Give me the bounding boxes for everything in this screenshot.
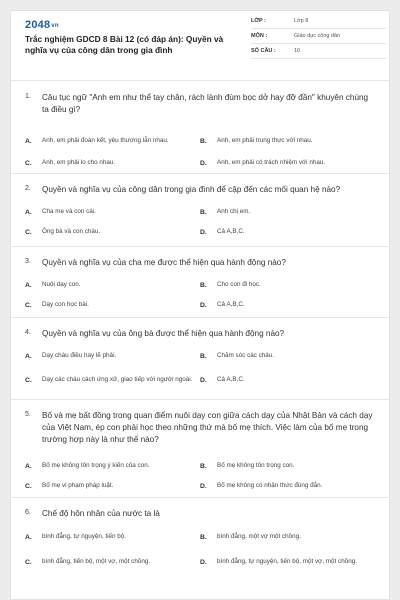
option-text: Anh, em phải trung thực với nhau. <box>217 137 313 144</box>
meta-value: Giáo dục công dân <box>294 33 341 39</box>
option-letter: C. <box>25 376 32 384</box>
question-5 <box>11 400 389 498</box>
option-b[interactable] <box>200 346 375 366</box>
question-text: Bố và mẹ bất đồng trong quan điểm nuôi dạy con giữa cách dạy của Nhật Bản và cách dạy của Việt Nam, ép con phải học theo những thứ mà bố mẹ thích. Việc làm của bố mẹ trong trường hợp này là như thế nào? <box>42 411 373 444</box>
option-letter: D. <box>200 159 207 167</box>
option-letter: C. <box>25 482 32 490</box>
option-d[interactable] <box>200 548 375 576</box>
option-text: Anh chị em. <box>217 208 251 215</box>
option-b[interactable] <box>200 275 375 295</box>
option-letter: D. <box>200 558 207 566</box>
question-number: 4. <box>25 329 31 336</box>
option-a[interactable] <box>25 130 200 152</box>
meta-table <box>251 14 386 59</box>
option-letter: D. <box>200 482 207 490</box>
option-text: Cả A,B,C. <box>217 228 245 235</box>
option-letter: D. <box>200 301 207 309</box>
question-number: 3. <box>25 258 31 265</box>
option-a[interactable] <box>25 202 200 222</box>
option-c[interactable] <box>25 152 200 174</box>
option-letter: B. <box>200 208 207 216</box>
page <box>10 10 390 600</box>
option-letter: B. <box>200 533 207 541</box>
option-a[interactable] <box>25 526 200 548</box>
option-text: Dạy các cháu cách ứng xử, giao tiếp với người ngoài. <box>42 376 193 383</box>
site-logo[interactable] <box>25 19 59 31</box>
option-text: Bố mẹ vi phạm pháp luật. <box>42 482 114 489</box>
option-text: Cha mẹ và con cái. <box>42 208 96 215</box>
question-text: Quyền và nghĩa vụ của cha mẹ được thể hiện qua hành động nào? <box>42 258 286 267</box>
meta-label: SỐ CÂU : <box>251 48 276 54</box>
question-4 <box>11 318 389 400</box>
question-text: Chế độ hôn nhân của nước ta là <box>42 509 160 518</box>
question-1 <box>11 81 389 174</box>
option-b[interactable] <box>200 202 375 222</box>
document-title: Trắc nghiệm GDCD 8 Bài 12 (có đáp án): Quyền và nghĩa vụ của công dân trong gia đình <box>25 34 224 55</box>
option-letter: B. <box>200 352 207 360</box>
option-a[interactable] <box>25 346 200 366</box>
option-letter: A. <box>25 137 32 145</box>
option-c[interactable] <box>25 476 200 496</box>
option-text: Bố mẹ không có nhận thức đúng đắn. <box>217 482 323 489</box>
option-d[interactable] <box>200 476 375 496</box>
option-d[interactable] <box>200 295 375 315</box>
option-b[interactable] <box>200 456 375 476</box>
question-6 <box>11 498 389 598</box>
option-letter: B. <box>200 462 207 470</box>
option-letter: C. <box>25 228 32 236</box>
option-c[interactable] <box>25 295 200 315</box>
option-text: Anh, em phải có trách nhiệm với nhau. <box>217 159 326 166</box>
option-letter: C. <box>25 301 32 309</box>
option-letter: D. <box>200 228 207 236</box>
option-text: Anh, em phải đoàn kết, yêu thương lẫn nhau. <box>42 137 169 144</box>
meta-row-subject <box>251 29 386 44</box>
question-text: Câu tục ngữ "Anh em như thể tay chân, rách lành đùm bọc dở hay đỡ đần" khuyên chúng ta điều gì? <box>42 93 369 114</box>
option-letter: C. <box>25 558 32 566</box>
option-d[interactable] <box>200 152 375 174</box>
logo-text: 2048 <box>25 19 51 31</box>
header <box>11 11 389 81</box>
option-b[interactable] <box>200 526 375 548</box>
option-text: Anh, em phải lo cho nhau. <box>42 159 116 166</box>
question-number: 2. <box>25 185 31 192</box>
option-letter: A. <box>25 208 32 216</box>
option-text: bình đẳng, tiến bộ, một vợ, một chồng. <box>42 558 151 565</box>
question-3 <box>11 247 389 318</box>
meta-label: LỚP : <box>251 18 266 24</box>
option-c[interactable] <box>25 548 200 576</box>
question-number: 5. <box>25 411 31 418</box>
option-text: Bố mẹ không tôn trọng ý kiến của con. <box>42 462 150 469</box>
logo-suffix: vn <box>51 23 59 29</box>
option-a[interactable] <box>25 456 200 476</box>
option-c[interactable] <box>25 222 200 242</box>
question-text: Quyền và nghĩa vụ của công dân trong gia đình để cập đến các mối quan hệ nào? <box>42 185 341 194</box>
option-a[interactable] <box>25 275 200 295</box>
option-letter: B. <box>200 137 207 145</box>
option-text: bình đẳng, một vợ một chồng. <box>217 533 301 540</box>
option-text: Dạy con học bài. <box>42 301 89 308</box>
meta-row-class <box>251 14 386 29</box>
option-text: Cả A,B,C. <box>217 301 245 308</box>
meta-value: 10 <box>294 48 301 54</box>
option-letter: C. <box>25 159 32 167</box>
option-text: Nuôi dạy con. <box>42 281 81 288</box>
meta-value: Lớp 8 <box>294 18 309 24</box>
option-text: Bố mẹ không tôn trọng con. <box>217 462 295 469</box>
option-text: Cho con đi học. <box>217 281 261 288</box>
option-letter: A. <box>25 462 32 470</box>
question-2 <box>11 174 389 247</box>
meta-row-count <box>251 44 386 59</box>
option-letter: A. <box>25 533 32 541</box>
option-d[interactable] <box>200 222 375 242</box>
question-number: 6. <box>25 509 31 516</box>
option-letter: A. <box>25 281 32 289</box>
option-c[interactable] <box>25 366 200 394</box>
question-list <box>11 81 389 598</box>
option-b[interactable] <box>200 130 375 152</box>
option-text: bình đẳng, tự nguyện, tiến bộ. <box>42 533 127 540</box>
option-letter: D. <box>200 376 207 384</box>
option-text: Ông bà và con cháu. <box>42 228 101 235</box>
option-letter: A. <box>25 352 32 360</box>
option-letter: B. <box>200 281 207 289</box>
option-text: Dạy cháu điều hay lẽ phải. <box>42 352 117 359</box>
option-text: Cả A,B,C. <box>217 376 245 383</box>
option-d[interactable] <box>200 366 375 394</box>
meta-label: MÔN : <box>251 33 268 39</box>
option-text: Chăm sóc các cháu. <box>217 352 275 359</box>
question-text: Quyền và nghĩa vụ của ông bà được thể hiện qua hành động nào? <box>42 329 285 338</box>
option-text: bình đẳng, tự nguyện, tiến bộ, một vợ, một chồng. <box>217 558 357 565</box>
question-number: 1. <box>25 93 31 100</box>
